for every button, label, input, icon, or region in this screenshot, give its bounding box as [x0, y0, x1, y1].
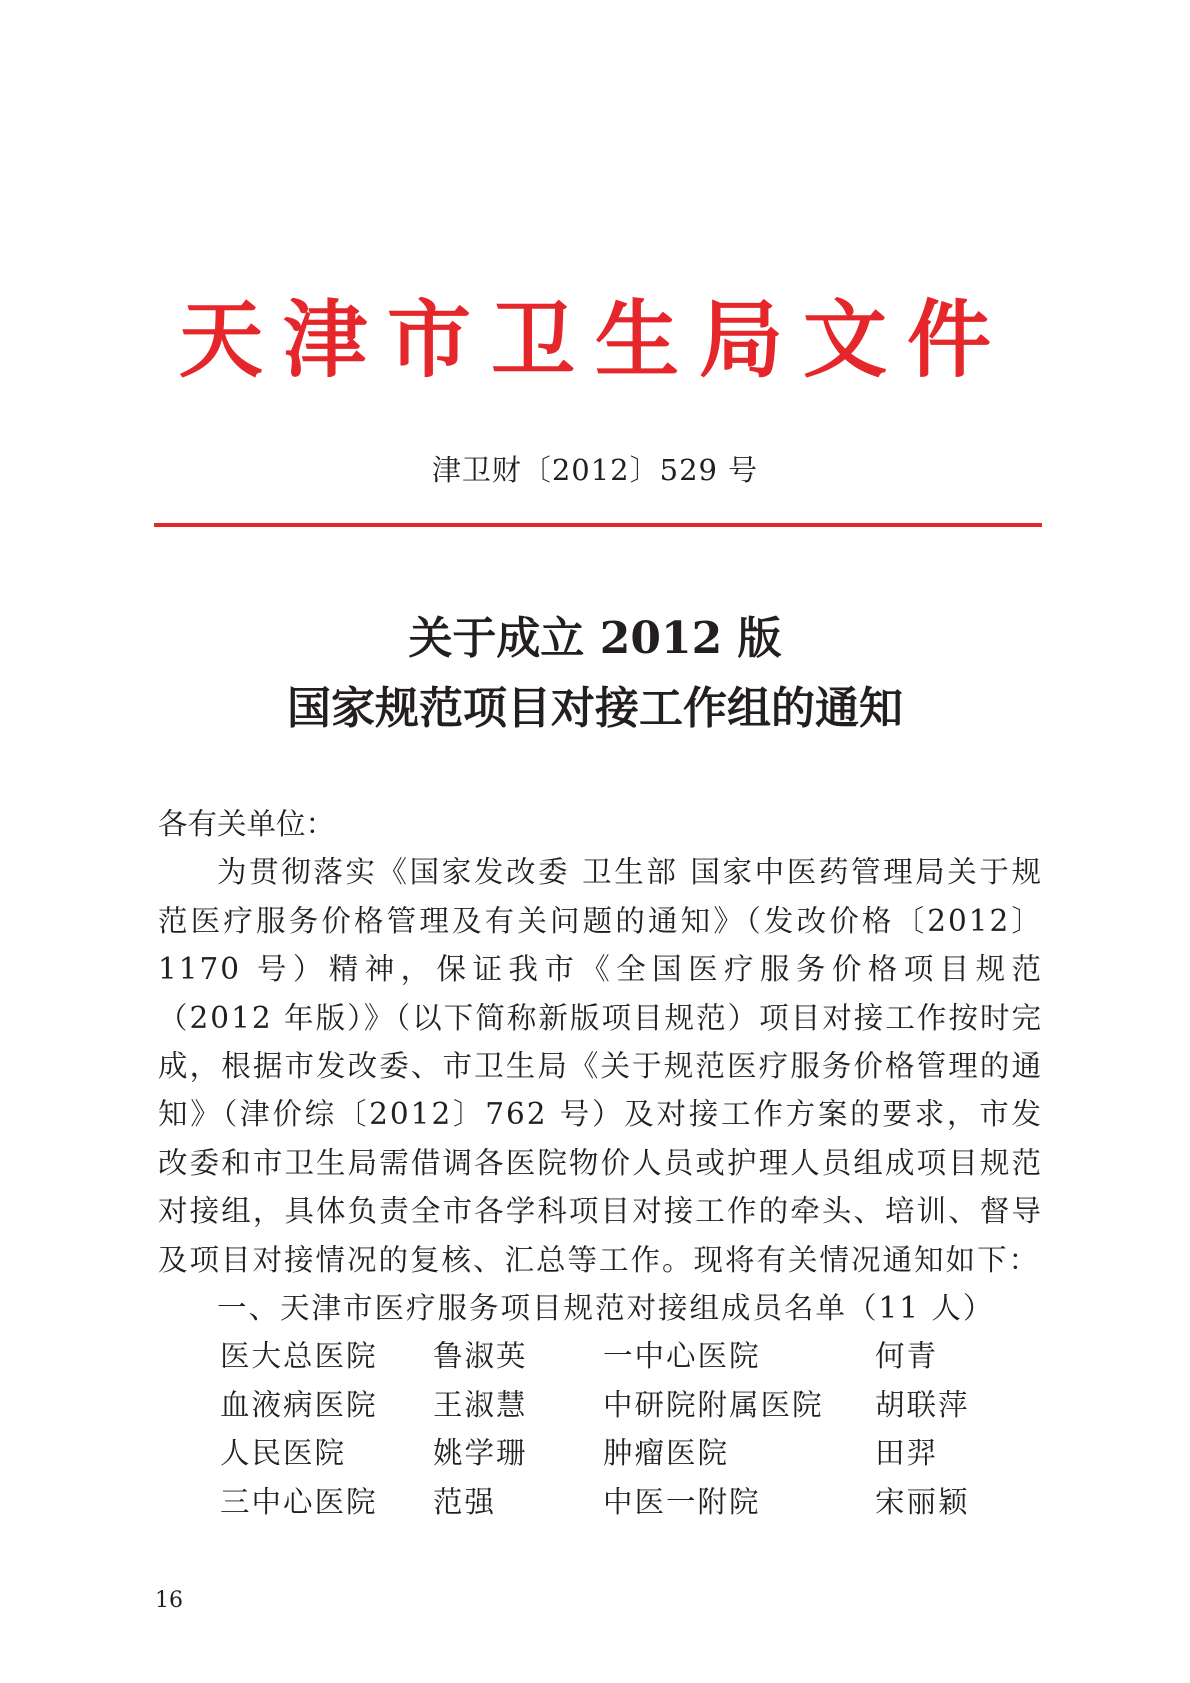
member-hospital: 一中心医院: [603, 1339, 761, 1374]
body-paragraph: 为贯彻落实《国家发改委 卫生部 国家中医药管理局关于规范医疗服务价格管理及有关问题的通知》（发改价格〔2012〕1170 号）精神，保证我市《全国医疗服务价格项目规范（2012 年版）》（以下简称新版项目规范）项目对接工作按时完成，根据市发改委、市卫生局《关于规范医疗服务价格管理的通知》（津价综〔2012〕762 号）及对接工作方案的要求，市发改委和市卫生局需借调各医院物价人员或护理人员组成项目规范对接组，具体负责全市各学科项目对接工作的牵头、培训、督导及项目对接情况的复核、汇总等工作。现将有关情况通知如下：: [158, 855, 1043, 1277]
member-name: 何青: [875, 1339, 939, 1374]
member-hospital: 三中心医院: [220, 1484, 378, 1519]
agency-header-title: 天津市卫生局文件: [178, 290, 1011, 389]
member-hospital: 血液病医院: [220, 1387, 378, 1422]
member-name: 田羿: [875, 1436, 939, 1471]
member-row: [158, 1429, 1043, 1477]
notice-title-line-1: 关于成立 2012 版: [408, 613, 782, 664]
member-hospital: 医大总医院: [220, 1339, 378, 1374]
notice-title: [150, 604, 1040, 744]
member-hospital: 人民医院: [220, 1436, 347, 1471]
member-name: 王淑慧: [433, 1387, 528, 1422]
notice-body: [158, 800, 1043, 1526]
salutation: 各有关单位：: [158, 807, 336, 841]
member-name: 宋丽颖: [875, 1484, 970, 1519]
document-number: 津卫财〔2012〕529 号: [431, 453, 759, 487]
member-row: [158, 1478, 1043, 1526]
page-number: 16: [155, 1588, 183, 1613]
member-name: 鲁淑英: [433, 1339, 528, 1374]
member-name: 姚学珊: [433, 1436, 528, 1471]
member-row: [158, 1381, 1043, 1429]
member-row: [158, 1332, 1043, 1380]
member-hospital: 肿瘤医院: [603, 1436, 730, 1471]
notice-title-line-2: 国家规范项目对接工作组的通知: [287, 683, 903, 734]
member-hospital: 中医一附院: [603, 1484, 761, 1519]
red-divider-rule: [154, 523, 1042, 527]
section-heading: 一、天津市医疗服务项目规范对接组成员名单（11 人）: [217, 1291, 995, 1326]
member-hospital: 中研院附属医院: [603, 1387, 824, 1422]
member-name: 胡联萍: [875, 1387, 970, 1422]
member-name: 范强: [433, 1484, 497, 1519]
